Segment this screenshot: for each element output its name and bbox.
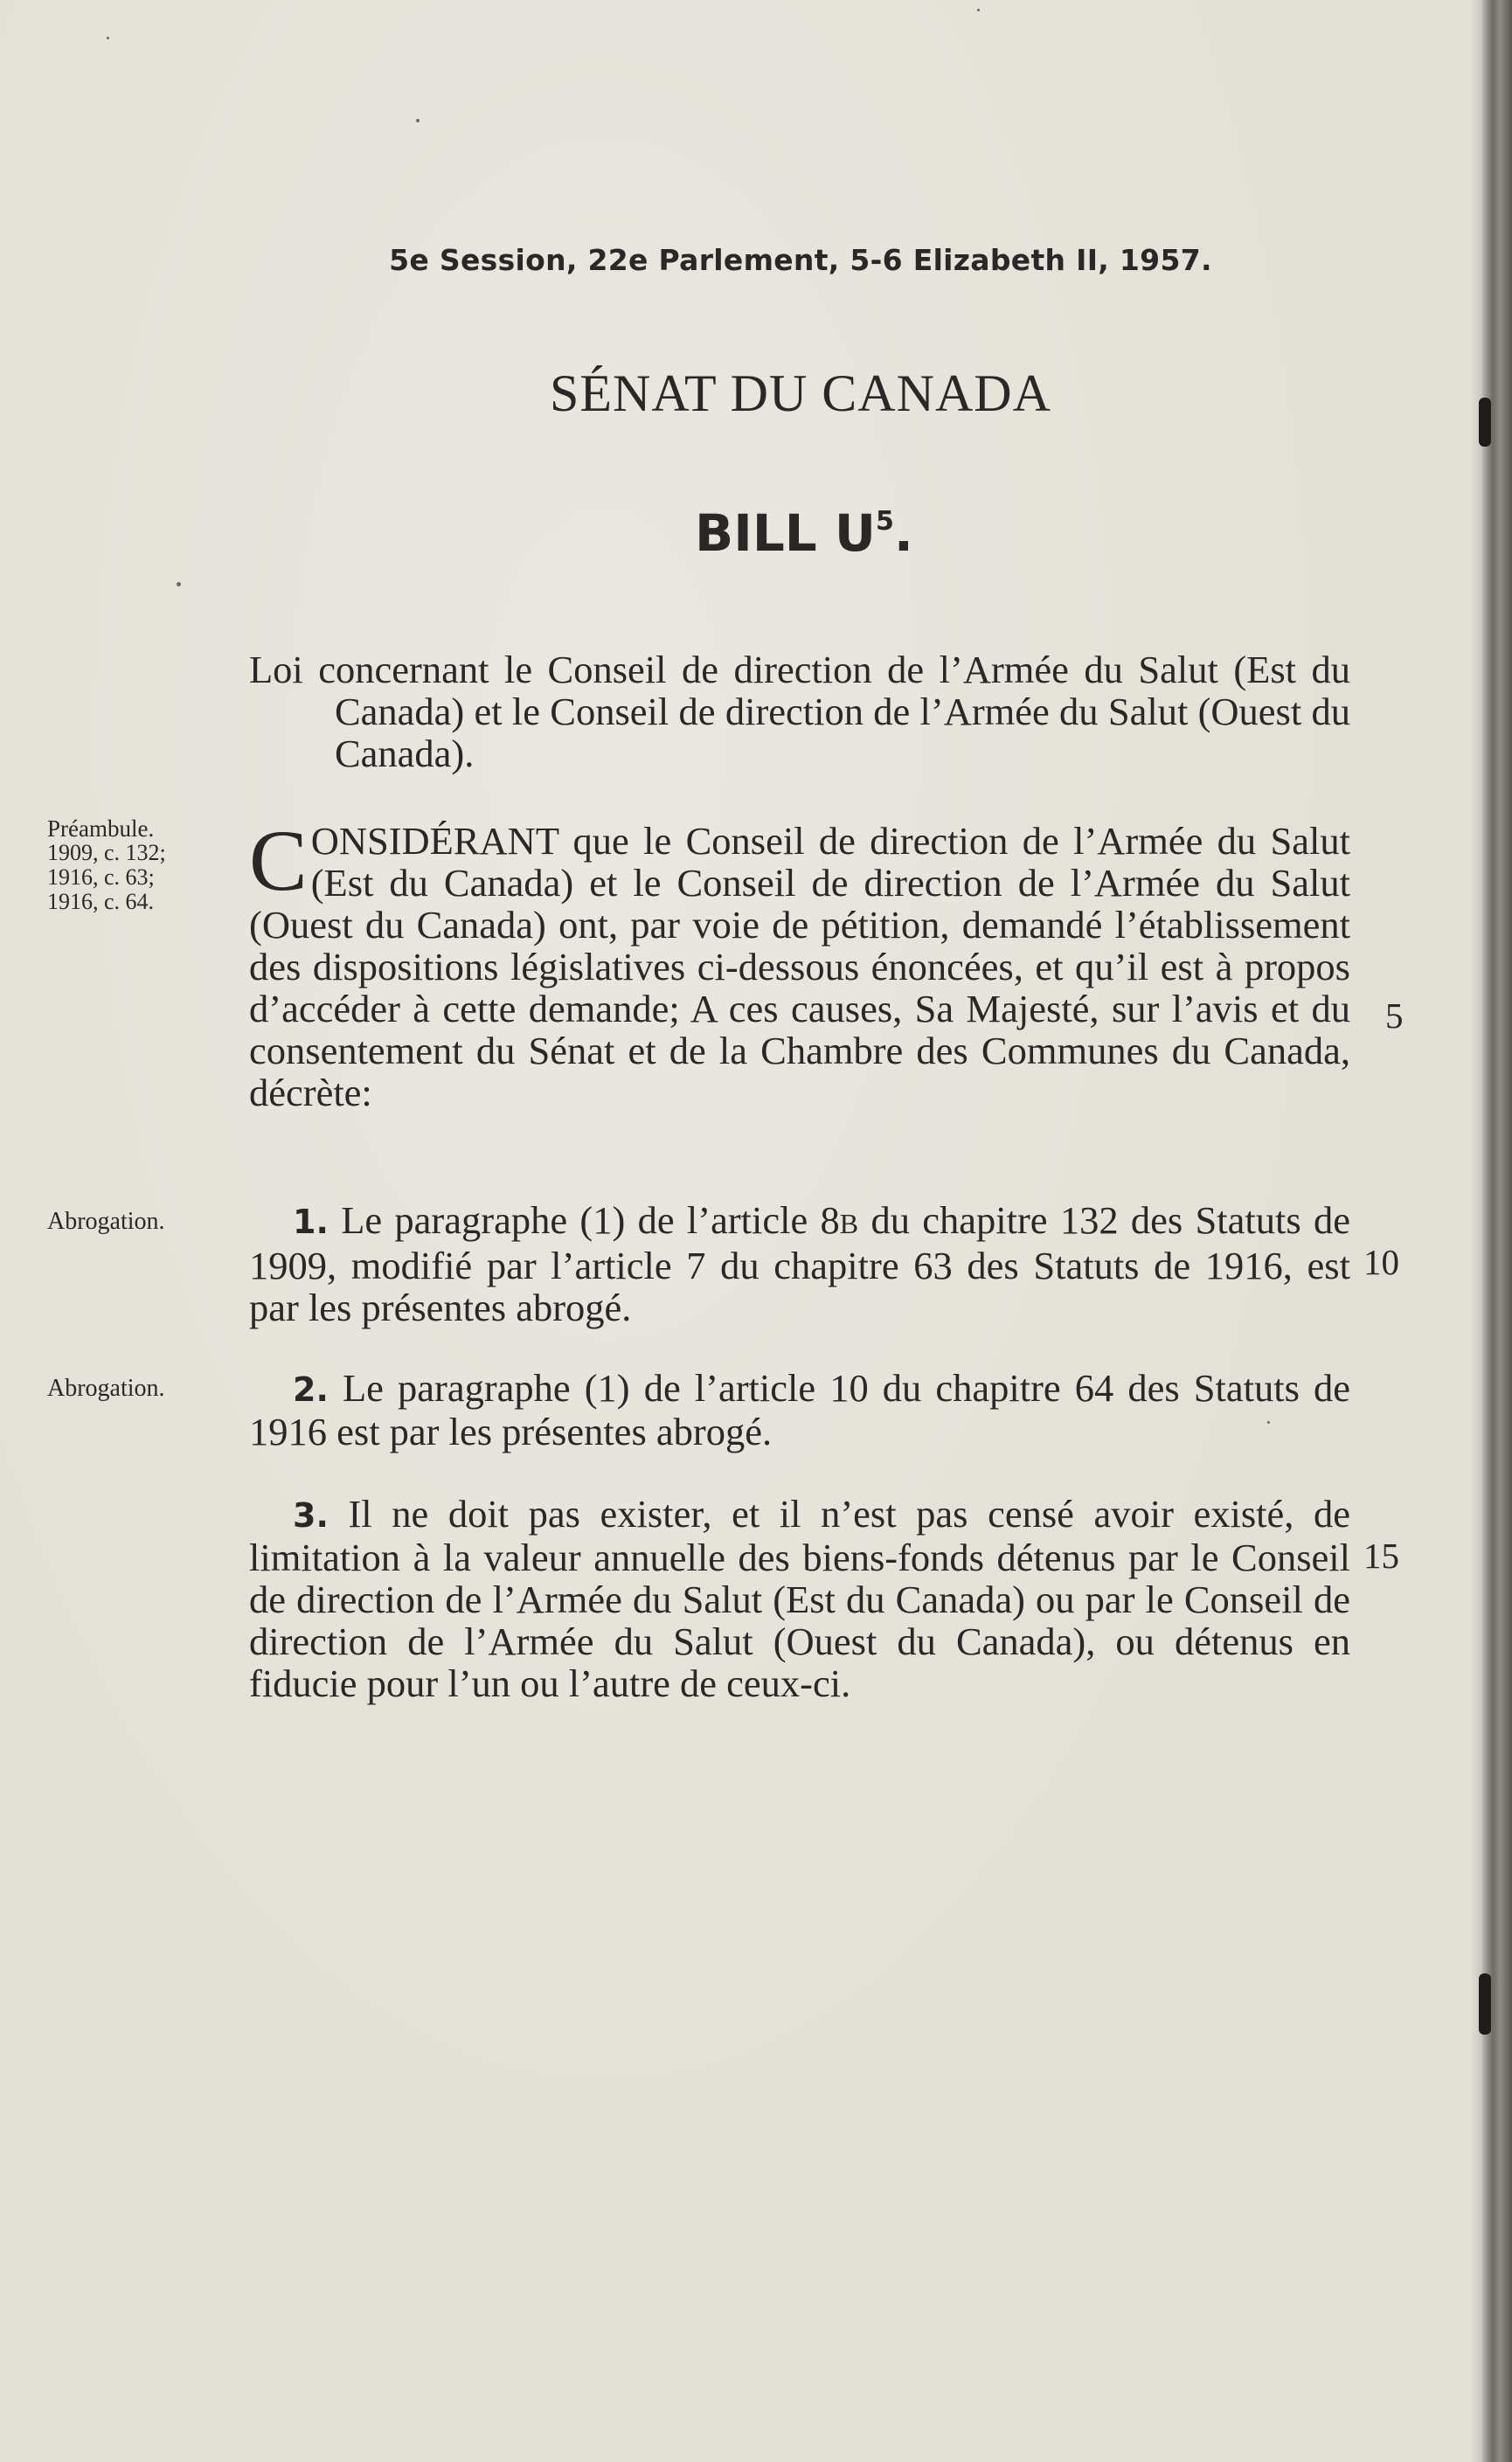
section-1-text-continued: du chapitre 132 des Statuts de 1909, modifié par l’article 7 du chapitre 63 des Statuts de 1916, est par les présentes abrogé. — [249, 1198, 1351, 1329]
preamble-text: que le Conseil de direction de l’Armée du Salut (Est du Canada) et le Conseil de direction de l’Armée du Salut (Ouest du Canada) ont, par voie de pétition, demandé l’établissement des dispositions législatives ci-dessous énoncées, et qu’il est à propos d’accéder à cette demande; A ces causes, Sa Majesté, sur l’avis et du consentement du Sénat et de la Chambre des Communes du Canada, décrète: — [249, 819, 1350, 1114]
section-3-text: Il ne doit pas exister, et il n’est pas censé avoir existé, de limitation à la valeur annuelle des biens-fonds détenus par le Conseil de direction de l’Armée du Salut (Est du Canada) ou par le Conseil de direction de l’Armée du Salut (Ouest du Canada), ou détenus en fiducie pour l’un ou l’autre de ceux-ci. — [249, 1492, 1350, 1705]
preamble-margin-ref: 1916, c. 63; — [47, 864, 155, 890]
section-2-text: Le paragraphe (1) de l’article 10 du chapitre 64 des Statuts de 1916 est par les présentes abrogé. — [249, 1366, 1350, 1453]
preamble-paragraph — [249, 812, 1350, 1114]
bill-title — [0, 503, 1512, 563]
section-1-margin-note: Abrogation. — [47, 1208, 165, 1235]
section-2-paragraph — [249, 1367, 1350, 1453]
long-title: Loi concernant le Conseil de direction de l’Armée du Salut (Est du Canada) et le Conseil de direction de l’Armée du Salut (Ouest du Canada). — [249, 648, 1350, 775]
paper-speck — [107, 37, 109, 39]
section-1-number: 1. — [293, 1203, 329, 1241]
preamble-margin-note — [47, 816, 222, 914]
bill-title-text: BILL U — [695, 503, 877, 563]
section-1-text: Le paragraphe (1) de l’article 8 — [328, 1198, 840, 1242]
preamble-margin-ref: 1916, c. 64. — [47, 889, 155, 914]
section-3-paragraph — [249, 1493, 1350, 1704]
preamble-dropcap: C — [249, 812, 308, 909]
section-3-number: 3. — [293, 1496, 329, 1535]
paper-speck — [416, 119, 420, 122]
preamble-margin-label: Préambule. — [47, 815, 155, 842]
preamble-margin-ref: 1909, c. 132; — [47, 840, 166, 865]
paper-speck — [977, 9, 980, 11]
section-2-margin-note: Abrogation. — [47, 1375, 165, 1402]
section-2-number: 2. — [293, 1370, 329, 1409]
bill-title-superscript: 5 — [876, 506, 894, 537]
binding-mark-bottom — [1479, 1973, 1491, 2035]
preamble-lead-word: ONSIDÉRANT — [310, 819, 559, 863]
line-number: 15 — [1363, 1536, 1399, 1576]
section-1-smallcap: B — [839, 1208, 859, 1239]
section-1-paragraph — [249, 1199, 1350, 1328]
line-number: 10 — [1363, 1242, 1399, 1282]
session-header: 5e Session, 22e Parlement, 5-6 Elizabeth II, 1957. — [389, 243, 1212, 277]
line-number: 5 — [1385, 995, 1404, 1036]
bill-title-period: . — [893, 503, 913, 563]
senate-title: SÉNAT DU CANADA — [550, 364, 1051, 422]
paper-speck — [177, 582, 181, 586]
